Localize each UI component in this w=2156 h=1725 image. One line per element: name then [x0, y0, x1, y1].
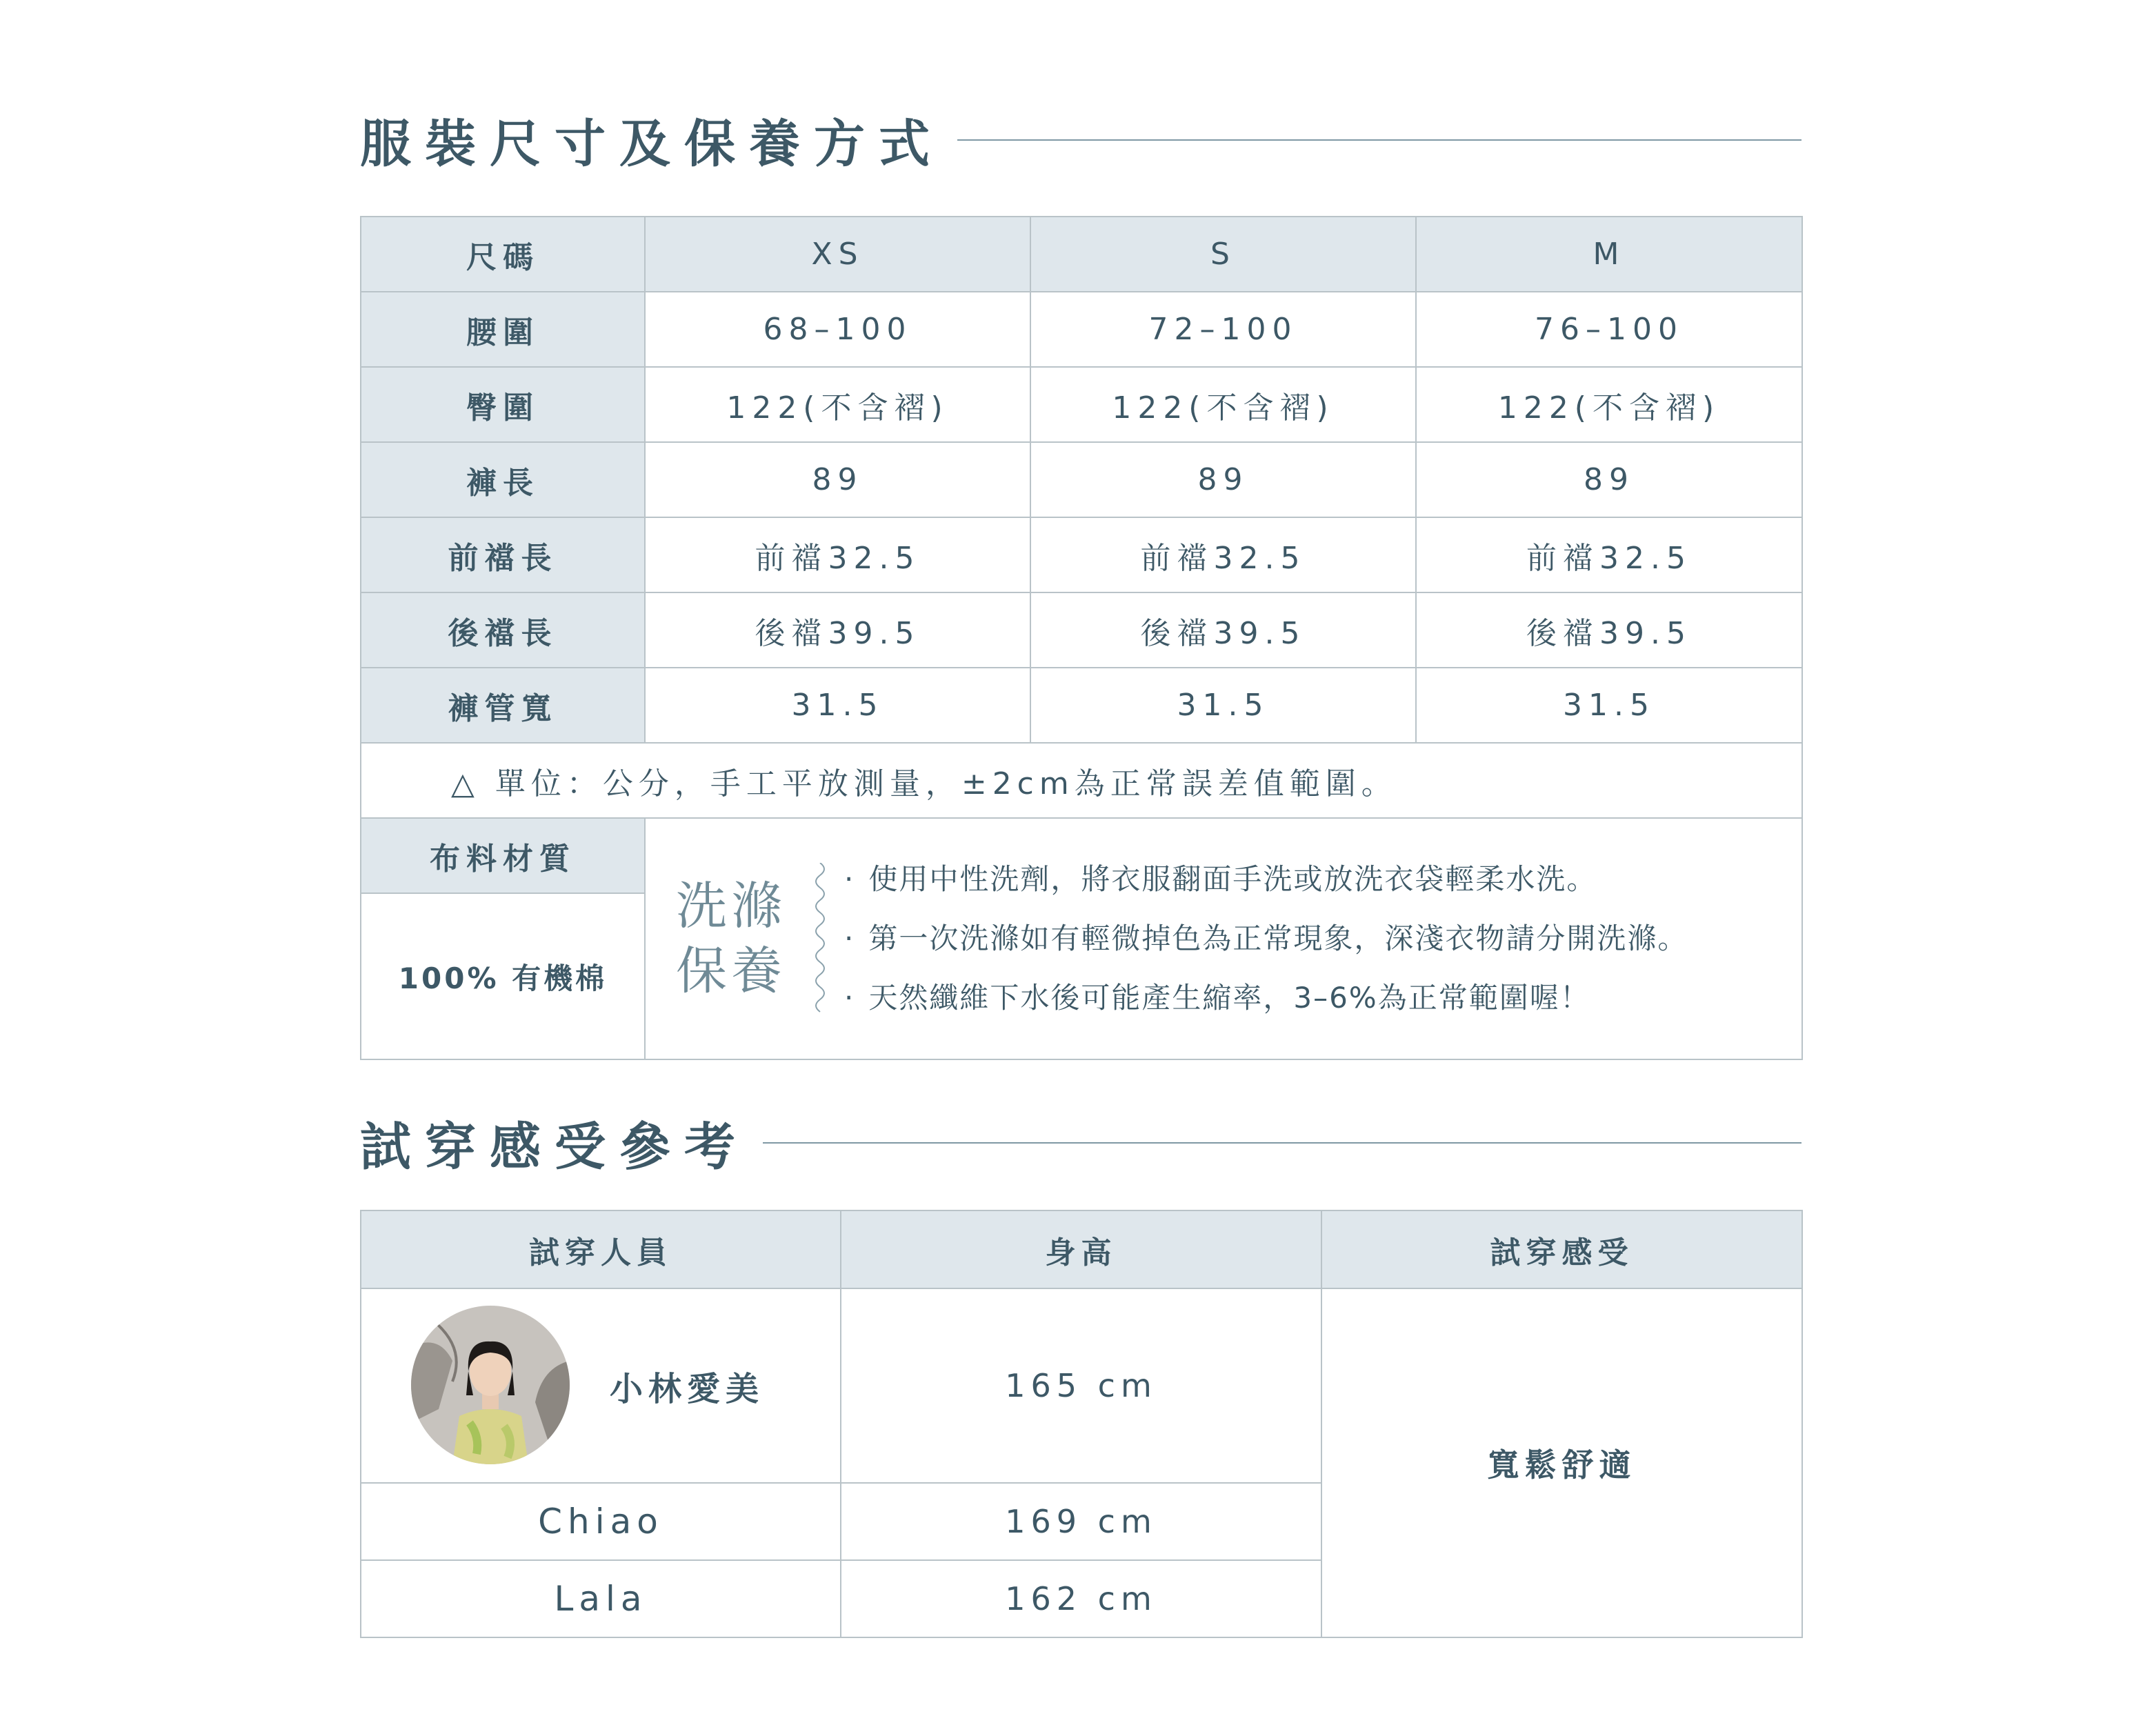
size-header-s: S: [1030, 217, 1416, 292]
cell-value: 76–100: [1416, 292, 1802, 367]
row-label-front-rise: 前襠長: [361, 517, 645, 592]
tester-height: 162 cm: [841, 1560, 1321, 1637]
list-item: · 天然纖維下水後可能產生縮率，3–6%為正常範圍喔！: [844, 981, 1590, 1015]
tester-name: 小林愛美: [610, 1369, 765, 1408]
title-divider: [957, 139, 1801, 141]
wash-item-text: 天然纖維下水後可能產生縮率，3–6%為正常範圍喔！: [868, 981, 1590, 1015]
fit-feedback-table: [360, 1210, 1803, 1638]
cell-value: 89: [645, 442, 1030, 517]
table-row: [361, 592, 1802, 668]
cell-value: 前襠32.5: [645, 517, 1030, 592]
header-height: 身高: [841, 1210, 1321, 1288]
fabric-label: 布料材質: [361, 818, 645, 893]
row-label-hip: 臀圍: [361, 367, 645, 442]
wash-item-text: 使用中性洗劑，將衣服翻面手洗或放洗衣袋輕柔水洗。: [868, 862, 1597, 896]
model-photo: [411, 1306, 570, 1464]
table-row: [361, 668, 1802, 743]
size-header-m: M: [1416, 217, 1802, 292]
row-label-back-rise: 後襠長: [361, 592, 645, 668]
measurement-note: △ 單位：公分，手工平放測量，±2cm為正常誤差值範圍。: [361, 743, 1802, 818]
header-tester: 試穿人員: [361, 1210, 841, 1288]
wash-care-list: [844, 850, 1688, 1028]
cell-value: 122(不含褶): [1030, 367, 1416, 442]
cell-value: 31.5: [1030, 668, 1416, 743]
wash-item-text: 第一次洗滌如有輕微掉色為正常現象，深淺衣物請分開洗滌。: [868, 921, 1688, 955]
cell-value: 後襠39.5: [1416, 592, 1802, 668]
fabric-value: 100% 有機棉: [361, 893, 645, 1059]
cell-value: 72–100: [1030, 292, 1416, 367]
header-feeling: 試穿感受: [1321, 1210, 1802, 1288]
wash-title-line2: 保養: [676, 941, 786, 1001]
fabric-label-row: [361, 818, 1802, 893]
cell-value: 前襠32.5: [1416, 517, 1802, 592]
cell-value: 89: [1030, 442, 1416, 517]
wash-care-title: [676, 874, 793, 1004]
size-table: [360, 216, 1803, 1060]
cell-value: 89: [1416, 442, 1802, 517]
fit-header-row: [361, 1210, 1802, 1288]
cell-value: 31.5: [645, 668, 1030, 743]
table-row: [361, 442, 1802, 517]
tester-height: 165 cm: [841, 1288, 1321, 1483]
table-row: [361, 517, 1802, 592]
table-row: [361, 367, 1802, 442]
cell-value: 後襠39.5: [1030, 592, 1416, 668]
cell-value: 31.5: [1416, 668, 1802, 743]
size-header-label: 尺碼: [361, 217, 645, 292]
table-row: [361, 292, 1802, 367]
tester-name: Chiao: [361, 1483, 841, 1560]
cell-value: 後襠39.5: [645, 592, 1030, 668]
title-divider: [763, 1142, 1801, 1144]
wash-care-cell: [645, 818, 1802, 1059]
wash-title-line1: 洗滌: [676, 877, 786, 936]
fit-feeling: 寬鬆舒適: [1321, 1288, 1802, 1637]
list-item: · 使用中性洗劑，將衣服翻面手洗或放洗衣袋輕柔水洗。: [844, 862, 1597, 896]
cell-value: 122(不含褶): [1416, 367, 1802, 442]
size-header-row: [361, 217, 1802, 292]
cell-value: 前襠32.5: [1030, 517, 1416, 592]
size-header-xs: XS: [645, 217, 1030, 292]
size-care-section-title: [360, 103, 1801, 177]
row-label-length: 褲長: [361, 442, 645, 517]
section-title-text: 試穿感受參考: [360, 1117, 749, 1177]
tester-name: Lala: [361, 1560, 841, 1637]
table-row: [361, 1288, 1802, 1483]
section-title-text: 服裝尺寸及保養方式: [360, 114, 944, 174]
list-item: · 第一次洗滌如有輕微掉色為正常現象，深淺衣物請分開洗滌。: [844, 921, 1688, 955]
cell-value: 68–100: [645, 292, 1030, 367]
note-row: [361, 743, 1802, 818]
cell-value: 122(不含褶): [645, 367, 1030, 442]
row-label-leg-opening: 褲管寬: [361, 668, 645, 743]
tester-height: 169 cm: [841, 1483, 1321, 1560]
fit-feedback-section-title: [360, 1106, 1801, 1179]
avatar: [411, 1306, 570, 1464]
wavy-divider-icon: [810, 863, 830, 1015]
row-label-waist: 腰圍: [361, 292, 645, 367]
tester-cell: [361, 1288, 841, 1483]
